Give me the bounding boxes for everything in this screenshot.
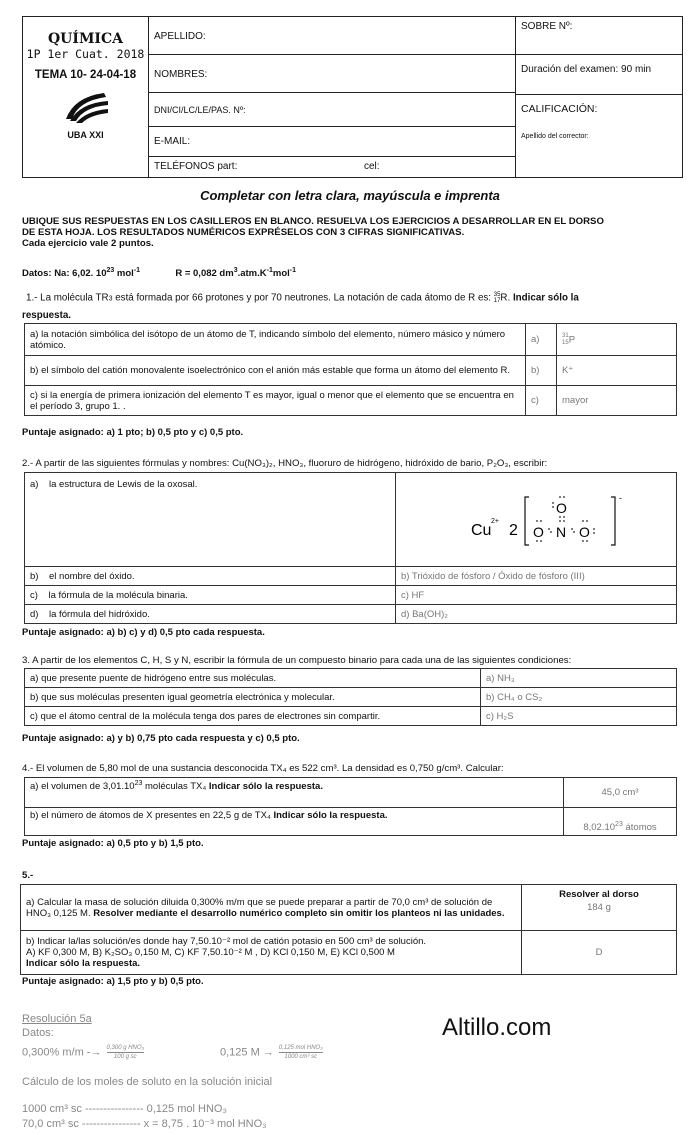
header-subject-box — [23, 17, 149, 177]
q5-row-a — [21, 885, 677, 931]
q3-question-a: a) que presente puente de hidrógeno entre sus moléculas. — [25, 669, 481, 688]
q1-answer-a[interactable] — [557, 324, 677, 356]
q2-answer-d[interactable]: d) Ba(OH)₂ — [396, 605, 677, 624]
q4-a-bold: Indicar sólo la respuesta. — [208, 781, 323, 793]
q4-b-text: b) el número de átomos de X presentes en 22,5 g de TX₄ — [30, 810, 274, 821]
q5-answer-a[interactable] — [522, 885, 677, 931]
q1-answer-a-sym: P — [568, 334, 576, 346]
datos-line: Datos: Na: 6,02. $10^{23}$ mol$^{-1}$ R = 0,082 $dm^3.atm.K^{-1}mol^{-1}$ — [22, 267, 296, 280]
q4-b-bold: Indicar sólo la respuesta. — [273, 810, 388, 821]
datos-r-unit: .atm.K — [237, 268, 267, 280]
resolution-d1-label: 0,300% m/m -→ — [22, 1046, 102, 1059]
q1-label-a: a) — [526, 324, 557, 356]
q3-row-a — [25, 669, 677, 688]
q1-question-c: c) si la energía de primera ionización del elemento T es mayor, igual o menor que el elemento que se encuentra en el período 3, grupo 1. . — [25, 386, 526, 416]
resolution-calc: Cálculo de los moles de soluto en la solución inicial — [22, 1076, 273, 1088]
subject-title: QUÍMICA — [47, 31, 123, 47]
q1-answer-c[interactable]: mayor — [557, 386, 677, 416]
q1-notation-z: 17 — [493, 298, 501, 304]
q1-row-b — [25, 356, 677, 386]
resolution-d1-den: 100 g sc — [113, 1054, 137, 1060]
q1-label-b: b) — [526, 356, 557, 386]
header-right — [515, 17, 683, 177]
svg-text:-: - — [619, 493, 622, 503]
lewis-o-right: O — [579, 524, 590, 540]
q1-label-c: c) — [526, 386, 557, 416]
q2-answer-c[interactable]: c) HF — [396, 586, 677, 605]
q3-row-c — [25, 707, 677, 726]
q1-table — [24, 323, 677, 416]
lewis-structure — [401, 475, 661, 561]
q2-text-a: la estructura de Lewis de la oxosal. — [49, 479, 198, 490]
q1-text2: está formada por 66 protones y por 70 neutrones. La notación de cada átomo de R es: — [112, 292, 494, 304]
header-fields — [149, 17, 515, 177]
instructions-line1: UBIQUE SUS RESPUESTAS EN LOS CASILLEROS EN BLANCO. RESUELVA LOS EJERCICIOS A DESARROLLAR EN EL DORSO — [22, 216, 604, 227]
q4-a-text2: moléculas TX₄ — [142, 781, 209, 793]
q3-answer-b[interactable]: b) CH₄ o CS₂ — [481, 688, 677, 707]
resolution-datos: Datos: — [22, 1027, 54, 1039]
q5-score: Puntaje asignado: a) 1,5 pto y b) 0,5 pto. — [22, 976, 204, 987]
q2-statement: 2.- A partir de las siguientes fórmulas y nombres: Cu(NO₃)₂, HNO₃, fluoruro de hidrógeno, hidróxido de bario, P₂O₃, escribir: — [22, 458, 548, 469]
calificacion-label: CALIFICACIÓN: — [521, 103, 598, 115]
field-telefonos[interactable] — [149, 157, 515, 177]
datos-na-unit: mol — [114, 268, 134, 280]
q2-row-b — [25, 567, 677, 586]
q2-text-d: la fórmula del hidróxido. — [49, 608, 150, 620]
lewis-o-top: O — [556, 500, 567, 516]
q5-a-answer: 184 g — [587, 902, 611, 913]
q5-b-bold: Indicar sólo la respuesta. — [26, 958, 141, 969]
q2-row-c — [25, 586, 677, 605]
resolution-title: Resolución 5a — [22, 1013, 92, 1025]
q2-label-d: d) — [30, 608, 39, 620]
datos-r: R = 0,082 dm — [175, 268, 234, 280]
cel-label: cel: — [364, 161, 380, 172]
q4-b-answer-exp: 23 — [615, 820, 623, 828]
q2-answer-b[interactable]: b) Trióxido de fósforo / Óxido de fósforo (III) — [396, 567, 677, 586]
q2-row-d — [25, 605, 677, 624]
tema-label: TEMA 10- 24-04-18 — [34, 69, 137, 81]
period: 1P 1er Cuat. 2018 — [26, 47, 145, 61]
q2-question-c — [25, 586, 396, 605]
q4-question-a — [25, 778, 564, 808]
uba-logo-icon — [56, 89, 116, 129]
q1-bold: Indicar sólo la — [512, 292, 579, 304]
datos-na: Datos: Na: 6,02. 10 — [22, 268, 107, 280]
exam-header — [22, 16, 683, 178]
q4-a-text: a) el volumen de 3,01.10 — [30, 781, 135, 793]
q2-question-d — [25, 605, 396, 624]
instructions-title: Completar con letra clara, mayúscula e imprenta — [200, 188, 500, 203]
q4-row-a — [25, 778, 677, 808]
lewis-cation-charge: 2+ — [491, 518, 499, 525]
q1-notation-sym: R. — [500, 292, 513, 304]
q3-question-c: c) que el átomo central de la molécula tenga dos pares de electrones sin compartir. — [25, 707, 481, 726]
watermark: Altillo.com — [442, 1014, 552, 1041]
lewis-coefficient: 2 — [509, 522, 518, 539]
q1-statement: 1.- La molécula TR3 está formada por 66 protones y por 70 neutrones. La notación de cada átomo de R es: 35 17R. Indicar sólo la — [26, 292, 579, 304]
instructions-line3: Cada ejercicio vale 2 puntos. — [22, 238, 154, 249]
q5-b-line2: A) KF 0,300 M, B) K₂SO₃ 0,150 M, C) KF 7,50.10⁻² M , D) KCl 0,150 M, E) KCl 0,500 M — [26, 947, 395, 958]
q1-question-b: b) el símbolo del catión monovalente isoelectrónico con el anión más estable que forma un átomo del elemento R. — [25, 356, 526, 386]
q3-statement: 3. A partir de los elementos C, H, S y N, escribir la fórmula de un compuesto binario para cada una de las siguientes condiciones: — [22, 655, 572, 666]
field-nombres[interactable]: NOMBRES: — [149, 55, 515, 93]
q4-answer-b[interactable] — [564, 808, 677, 836]
datos-na-exp: 23 — [106, 267, 115, 274]
q4-a-exp: 23 — [134, 780, 143, 787]
field-sobre[interactable]: SOBRE Nº: — [516, 17, 683, 55]
q1-answer-b[interactable]: K⁺ — [557, 356, 677, 386]
resolution-l2: 70,0 cm³ sc ---------------- x = 8,75 . 10⁻³ mol HNO₃ — [22, 1118, 267, 1130]
resolution-d2-num: 0,125 mol HNO₃ — [278, 1045, 323, 1051]
q5-statement: 5.- — [22, 870, 34, 881]
q5-answer-b[interactable]: D — [522, 931, 677, 975]
q5-b-line1: b) Indicar la/las solución/es donde hay 7,50.10⁻² mol de catión potasio en 500 cm³ de solución. — [26, 936, 427, 947]
resolution-d1 — [22, 1044, 144, 1061]
q2-text-c: la fórmula de la molécula binaria. — [48, 589, 188, 601]
field-dni[interactable]: DNI/CI/LC/LE/PAS. Nº: — [149, 93, 515, 127]
q2-lewis-answer[interactable] — [396, 473, 677, 567]
q1-answer-a-z: 15 — [562, 339, 569, 346]
q5-question-b — [21, 931, 522, 975]
datos-r-end: mol — [272, 268, 290, 280]
instructions-block — [22, 216, 604, 249]
q4-row-b — [25, 808, 677, 836]
q2-text-b: el nombre del óxido. — [49, 570, 135, 582]
instructions-line2: DE ESTA HOJA. LOS RESULTADOS NUMÉRICOS EXPRÉSELOS CON 3 CIFRAS SIGNIFICATIVAS. — [22, 227, 465, 238]
q2-question-a — [25, 473, 396, 567]
q4-b-answer: 8,02.10 — [583, 822, 616, 833]
q3-row-b — [25, 688, 677, 707]
q2-label-c: c) — [30, 589, 38, 601]
q1-answer-a-mass: 31 — [562, 332, 569, 339]
q2-row-a — [25, 473, 677, 567]
q5-table — [20, 884, 677, 975]
exam-duration: Duración del examen: 90 min — [516, 55, 683, 95]
lewis-o-left: O — [533, 524, 544, 540]
q5-a-text: a) Calcular la masa de solución diluida 0,300% m/m que se puede preparar a partir de 70,0 cm³ de solución de HNO₃ 0,125 M. — [26, 896, 493, 919]
q3-answer-a[interactable]: a) NH₃ — [481, 669, 677, 688]
resolution-d2-label: 0,125 M → — [220, 1046, 274, 1059]
lewis-n-center: N — [556, 524, 567, 540]
resolution-d1-num: 0,300 g HNO₃ — [106, 1045, 144, 1051]
field-calificacion[interactable] — [516, 95, 683, 177]
field-apellido[interactable]: APELLIDO: — [149, 17, 515, 55]
resolution-l1: 1000 cm³ sc ---------------- 0,125 mol HNO₃ — [22, 1103, 227, 1115]
field-email[interactable]: E-MAIL: — [149, 127, 515, 157]
corrector-label: Apellido del corrector: — [521, 133, 589, 140]
q2-question-b — [25, 567, 396, 586]
resolution-d2-den: 1000 cm³ sc — [284, 1054, 318, 1060]
q2-table — [24, 472, 677, 624]
q1-bold2: respuesta. — [22, 310, 72, 321]
q5-row-b — [21, 931, 677, 975]
phone-label: TELÉFONOS part: — [154, 161, 238, 172]
q3-table — [24, 668, 677, 726]
q4-question-b — [25, 808, 564, 836]
q3-score: Puntaje asignado: a) y b) 0,75 pto cada respuesta y c) 0,5 pto. — [22, 733, 300, 744]
q1-row-a — [25, 324, 677, 356]
q3-question-b: b) que sus moléculas presenten igual geometría electrónica y molecular. — [25, 688, 481, 707]
q3-answer-c[interactable]: c) H₂S — [481, 707, 677, 726]
q1-notation-a: 35 — [493, 292, 501, 298]
q1-score: Puntaje asignado: a) 1 pto; b) 0,5 pto y c) 0,5 pto. — [22, 427, 244, 438]
q2-label-a: a) — [30, 479, 39, 490]
q5-question-a — [21, 885, 522, 931]
q4-score: Puntaje asignado: a) 0,5 pto y b) 1,5 pto. — [22, 838, 204, 849]
q1-row-c — [25, 386, 677, 416]
logo-text: UBA XXI — [67, 130, 104, 140]
q5-a-header: Resolver al dorso — [559, 889, 639, 900]
q4-statement: 4.- El volumen de 5,80 mol de una sustancia desconocida TX₄ es 522 cm³. La densidad es 0,750 g/cm³. Calcular: — [22, 763, 504, 774]
q5-a-bold: Resolver mediante el desarrollo numérico completo sin omitir los planteos ni las unidades. — [93, 907, 505, 919]
lewis-cation: Cu — [471, 522, 492, 539]
q4-answer-a[interactable]: 45,0 cm³ — [564, 778, 677, 808]
q1-text: 1.- La molécula TR — [26, 292, 109, 304]
q2-score: Puntaje asignado: a) b) c) y d) 0,5 pto cada respuesta. — [22, 627, 265, 638]
resolution-d2 — [220, 1044, 323, 1061]
q4-table — [24, 777, 677, 836]
q1-question-a: a) la notación simbólica del isótopo de un átomo de T, indicando símbolo del elemento, número másico y número atómico. — [25, 324, 526, 356]
q4-b-answer-unit: átomos — [622, 822, 657, 833]
q2-label-b: b) — [30, 570, 39, 582]
